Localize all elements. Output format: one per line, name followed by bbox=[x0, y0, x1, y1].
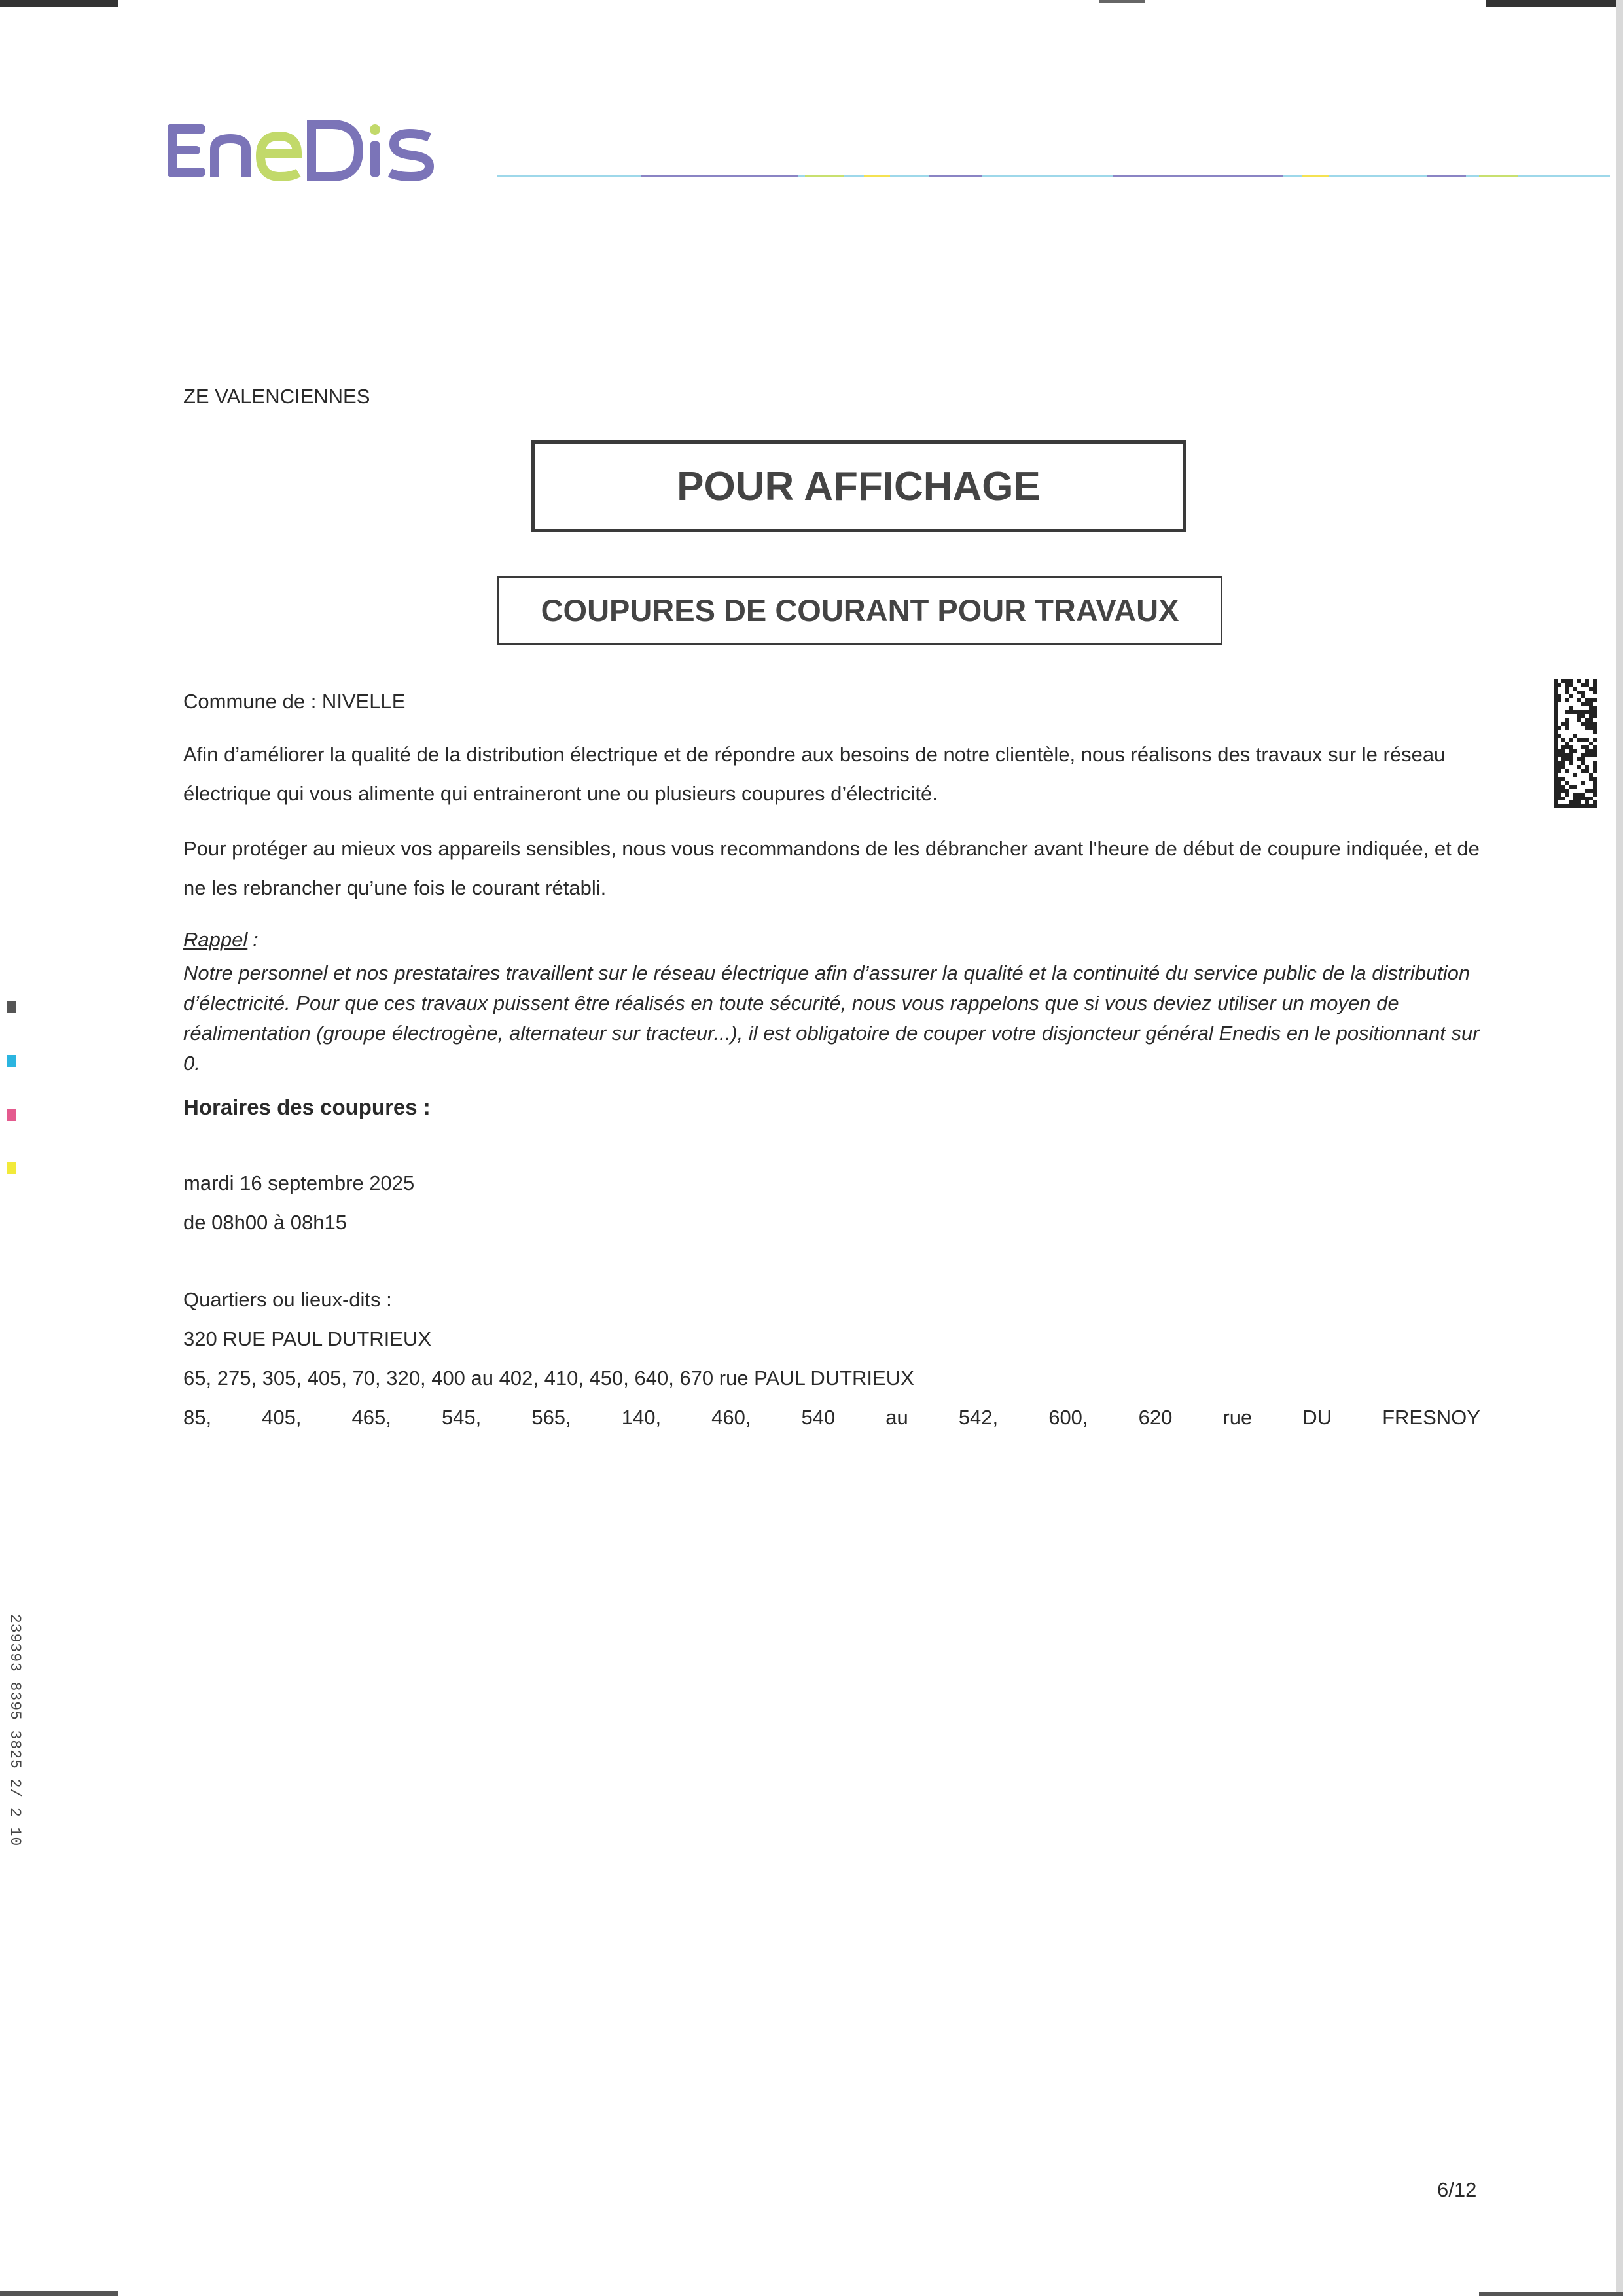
scan-edge-bottom-right bbox=[1479, 2292, 1623, 2296]
registration-mark-dark bbox=[7, 1001, 16, 1013]
address-line-justified bbox=[183, 1406, 1480, 1429]
address-word: 545, bbox=[441, 1406, 482, 1429]
address-word: 405, bbox=[262, 1406, 302, 1429]
address-word: 85, bbox=[183, 1406, 212, 1429]
address-word: 465, bbox=[351, 1406, 391, 1429]
registration-mark-cyan bbox=[7, 1055, 16, 1067]
scan-edge-top-left bbox=[0, 0, 118, 7]
rappel-paragraph: Notre personnel et nos prestataires travaillent sur le réseau électrique afin d’assurer la qualité et la continuité du service public de la distribution d’électricité. Pour que ces travaux puissent être réalisés en toute sécurité, nous vous rappelons que si vous deviez utiliser un moyen de réalimentation (groupe électrogène, alternateur sur tracteur...), il est obligatoire de couper votre disjoncteur général Enedis en le positionnant sur 0. bbox=[183, 961, 1480, 1075]
pour-affichage-box bbox=[531, 440, 1186, 532]
rappel-label: Rappel bbox=[183, 928, 248, 951]
datamatrix-code bbox=[1554, 678, 1597, 809]
scan-edge-bottom-left bbox=[0, 2291, 118, 2296]
outage-date: mardi 16 septembre 2025 bbox=[183, 1172, 415, 1194]
zone-label: ZE VALENCIENNES bbox=[183, 385, 370, 408]
scan-edge-top-mid bbox=[1099, 0, 1145, 3]
side-print-code: 239393 8395 3825 2/ 2 10 bbox=[7, 1614, 24, 1847]
address-word: FRESNOY bbox=[1382, 1406, 1480, 1429]
address-word: 620 bbox=[1138, 1406, 1173, 1429]
address-word: 460, bbox=[711, 1406, 751, 1429]
rappel-colon: : bbox=[253, 928, 259, 951]
logo-rule bbox=[497, 170, 1610, 175]
address-word: 140, bbox=[621, 1406, 662, 1429]
scan-edge-right bbox=[1616, 0, 1623, 2296]
pour-affichage-title: POUR AFFICHAGE bbox=[677, 463, 1041, 509]
coupures-title: COUPURES DE COURANT POUR TRAVAUX bbox=[541, 593, 1179, 628]
registration-mark-yellow bbox=[7, 1162, 16, 1174]
address-word: rue bbox=[1222, 1406, 1253, 1429]
address-word: 565, bbox=[531, 1406, 571, 1429]
address-line: 65, 275, 305, 405, 70, 320, 400 au 402, 410, 450, 640, 670 rue PAUL DUTRIEUX bbox=[183, 1367, 914, 1390]
page-number: 6/12 bbox=[1437, 2178, 1477, 2201]
outage-time: de 08h00 à 08h15 bbox=[183, 1211, 347, 1234]
address-word: 600, bbox=[1048, 1406, 1088, 1429]
address-line: 320 RUE PAUL DUTRIEUX bbox=[183, 1327, 431, 1350]
registration-mark-pink bbox=[7, 1109, 16, 1121]
address-word: 540 bbox=[801, 1406, 836, 1429]
schedule-heading: Horaires des coupures : bbox=[183, 1095, 431, 1119]
enedis-logo bbox=[168, 117, 475, 182]
address-word: au bbox=[885, 1406, 908, 1429]
coupures-title-box bbox=[497, 576, 1222, 645]
scan-edge-top-right bbox=[1486, 0, 1623, 7]
locations-label: Quartiers ou lieux-dits : bbox=[183, 1288, 392, 1311]
advice-paragraph: Pour protéger au mieux vos appareils sensibles, nous vous recommandons de les débrancher avant l'heure de début de coupure indiquée, et de ne les rebrancher qu’une fois le courant rétabli. bbox=[183, 837, 1480, 899]
intro-paragraph: Afin d’améliorer la qualité de la distribution électrique et de répondre aux besoins de notre clientèle, nous réalisons des travaux sur le réseau électrique qui vous alimente qui entraineront une ou plusieurs coupures d’électricité. bbox=[183, 743, 1446, 805]
address-word: 542, bbox=[958, 1406, 999, 1429]
address-word: DU bbox=[1302, 1406, 1332, 1429]
commune-line: Commune de : NIVELLE bbox=[183, 690, 406, 713]
